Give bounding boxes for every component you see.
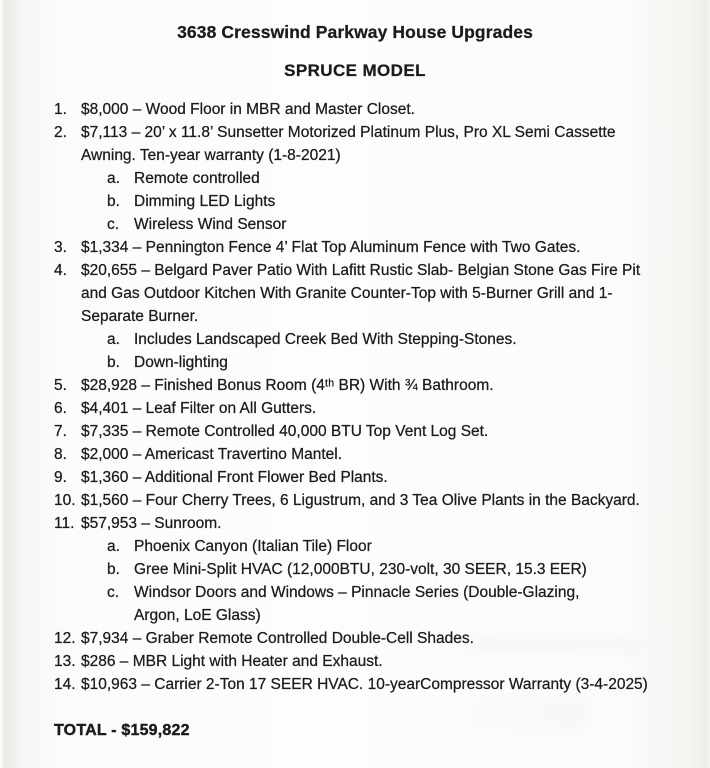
sub-item-list bbox=[54, 167, 656, 236]
sub-item-letter: c. bbox=[107, 216, 120, 233]
list-item bbox=[54, 121, 656, 167]
sub-item-text: Down-lighting bbox=[134, 354, 228, 371]
list-item bbox=[54, 98, 656, 121]
list-item-number: 2. bbox=[54, 124, 67, 141]
document-subtitle: SPRUCE MODEL bbox=[284, 61, 426, 80]
sub-item-letter: c. bbox=[107, 584, 120, 601]
list-item-text: $7,335 – Remote Controlled 40,000 BTU Top Vent Log Set. bbox=[81, 423, 489, 440]
list-item-number: 13. bbox=[54, 653, 76, 670]
list-item bbox=[54, 650, 656, 673]
sub-item-letter: b. bbox=[107, 193, 120, 210]
list-item-number: 4. bbox=[54, 262, 67, 279]
list-item bbox=[54, 443, 656, 466]
sub-list-item bbox=[54, 328, 656, 351]
list-item-text: $2,000 – Americast Travertino Mantel. bbox=[81, 446, 343, 463]
sub-item-letter: a. bbox=[107, 331, 120, 348]
list-item bbox=[54, 236, 656, 259]
list-item-number: 11. bbox=[54, 515, 75, 532]
list-item bbox=[54, 512, 656, 535]
list-item bbox=[54, 397, 656, 420]
sub-item-letter: a. bbox=[107, 170, 120, 187]
sub-item-text: Gree Mini-Split HVAC (12,000BTU, 230-volt, 30 SEER, 15.3 EER) bbox=[134, 561, 587, 578]
sub-item-list bbox=[54, 328, 656, 374]
sub-item-letter: a. bbox=[107, 538, 120, 555]
sub-item-text: Windsor Doors and Windows – Pinnacle Series (Double-Glazing, Argon, LoE Glass) bbox=[134, 584, 580, 624]
sub-list-item bbox=[54, 213, 656, 236]
sub-list-item bbox=[54, 351, 656, 374]
sub-item-text: Includes Landscaped Creek Bed With Stepping-Stones. bbox=[134, 331, 517, 348]
list-item-text: $8,000 – Wood Floor in MBR and Master Closet. bbox=[81, 101, 415, 118]
sub-list-item bbox=[54, 581, 656, 627]
sub-list-item bbox=[54, 558, 656, 581]
document-title: 3638 Cresswind Parkway House Upgrades bbox=[177, 22, 533, 42]
list-item-number: 5. bbox=[54, 377, 67, 394]
list-item bbox=[54, 489, 656, 512]
sub-item-list bbox=[54, 535, 656, 627]
list-item bbox=[54, 259, 656, 328]
sub-list-item bbox=[54, 535, 656, 558]
list-item-text: $1,334 – Pennington Fence 4’ Flat Top Aluminum Fence with Two Gates. bbox=[81, 239, 581, 256]
upgrade-list bbox=[54, 98, 656, 696]
list-item bbox=[54, 673, 656, 696]
list-item-number: 6. bbox=[54, 400, 67, 417]
list-item-number: 3. bbox=[54, 239, 67, 256]
total-line: TOTAL - $159,822 bbox=[54, 722, 190, 739]
list-item-text: $7,934 – Graber Remote Controlled Double-Cell Shades. bbox=[81, 630, 474, 647]
list-item-number: 7. bbox=[54, 423, 67, 440]
list-item bbox=[54, 466, 656, 489]
list-item-text: $10,963 – Carrier 2-Ton 17 SEER HVAC. 10-yearCompressor Warranty (3-4-2025) bbox=[81, 676, 648, 693]
sub-item-text: Dimming LED Lights bbox=[134, 193, 276, 210]
list-item-text: $1,560 – Four Cherry Trees, 6 Ligustrum, and 3 Tea Olive Plants in the Backyard. bbox=[81, 492, 640, 509]
list-item-number: 10. bbox=[54, 492, 76, 509]
list-item-number: 12. bbox=[54, 630, 76, 647]
list-item bbox=[54, 627, 656, 650]
sub-item-letter: b. bbox=[107, 354, 120, 371]
list-item-number: 8. bbox=[54, 446, 67, 463]
sub-item-text: Phoenix Canyon (Italian Tile) Floor bbox=[134, 538, 372, 555]
sub-item-letter: b. bbox=[107, 561, 120, 578]
list-item-number: 14. bbox=[54, 676, 76, 693]
list-item-number: 1. bbox=[54, 101, 67, 118]
sub-list-item bbox=[54, 167, 656, 190]
sub-list-item bbox=[54, 190, 656, 213]
list-item-text: $4,401 – Leaf Filter on All Gutters. bbox=[81, 400, 317, 417]
list-item-number: 9. bbox=[54, 469, 67, 486]
list-item bbox=[54, 374, 656, 397]
sub-item-text: Wireless Wind Sensor bbox=[134, 216, 287, 233]
list-item-text: $1,360 – Additional Front Flower Bed Plants. bbox=[81, 469, 388, 486]
list-item bbox=[54, 420, 656, 443]
list-item-text: $20,655 – Belgard Paver Patio With Lafitt Rustic Slab- Belgian Stone Gas Fire Pit and Gas Outdoor Kitchen With Granite Counter-Top with 5-Burner Grill and 1- Separate Burner. bbox=[81, 262, 641, 325]
list-item-text: $286 – MBR Light with Heater and Exhaust. bbox=[81, 653, 383, 670]
list-item-text: $57,953 – Sunroom. bbox=[81, 515, 222, 532]
sub-item-text: Remote controlled bbox=[134, 170, 260, 187]
list-item-text: $28,928 – Finished Bonus Room (4ᵗʰ BR) With ¾ Bathroom. bbox=[81, 377, 494, 394]
list-item-text: $7,113 – 20’ x 11.8’ Sunsetter Motorized Platinum Plus, Pro XL Semi Cassette Awning. Ten-year warranty (1-8-2021) bbox=[81, 124, 616, 164]
